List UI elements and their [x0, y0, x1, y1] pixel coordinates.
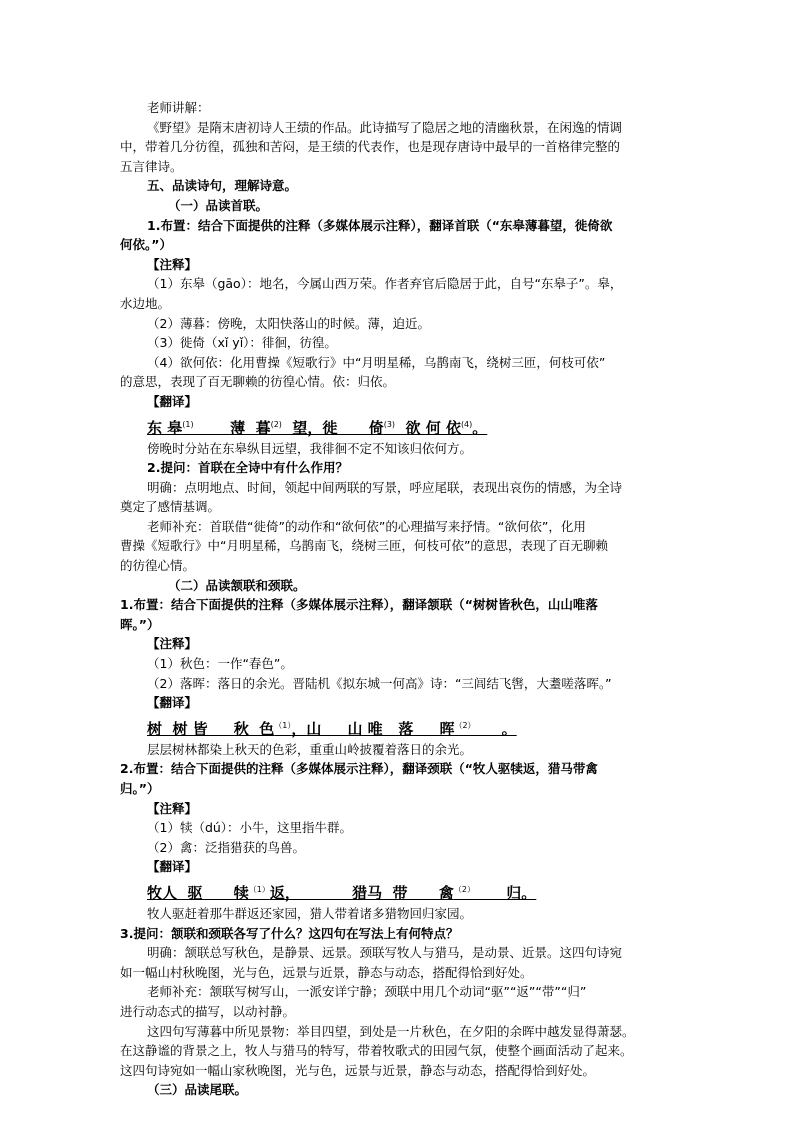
- answer-line: 明确：点明地点、时间，领起中间两联的写景，呼应尾联，表现出哀伤的情感，为全诗: [147, 479, 623, 495]
- note-line: （1）东皋（gāo）：地名，今属山西万荣。作者弃官后隐居于此，自号“东皋子”。皋，: [147, 276, 623, 292]
- translation-line: 傍晚时分站在东皋纵目远望，我徘徊不定不知该归依何方。: [147, 440, 473, 456]
- note-line: （4）欲何依：化用曹操《短歌行》中“月明星稀，乌鹊南飞，绕树三匝，何枝可依”: [147, 354, 606, 370]
- note-line: （2）落晖：落日的余光。晋陆机《拟东城一何高》诗：“三闾结飞辔，大耋嗟落晖。”: [147, 675, 612, 691]
- note-line: （1）秋色：一作“春色”。: [147, 656, 293, 672]
- subsection-heading: （一）品读首联。: [168, 197, 269, 213]
- paragraph-line: 中，带着几分彷徨，孤独和苦闷，是王绩的代表作，也是现存唐诗中最早的一首格律完整的: [120, 139, 621, 155]
- paragraph-line: 《野望》是隋末唐初诗人王绩的作品。此诗描写了隐居之地的清幽秋景，在闲逸的情调: [147, 119, 623, 135]
- translation-heading: 【翻译】: [147, 393, 198, 409]
- translation-line: 牧人驱赶着那牛群返还家园，猎人带着诸多猎物回归家园。: [147, 905, 473, 921]
- question-line: 2.提问：首联在全诗中有什么作用？: [147, 460, 348, 476]
- task-line: 1.布置：结合下面提供的注释（多媒体展示注释），翻译颔联（“树树皆秋色，山山唯落: [120, 597, 598, 613]
- poem-line-2: 树 树 皆 秋 色$^{(1)}$，山 山 唯 落 晖$^{(2)}$ 。: [147, 719, 517, 738]
- task-line: 归。”）: [120, 781, 160, 796]
- subsection-heading: （二）品读颔联和颈联。: [168, 577, 306, 593]
- note-line: （3）徙倚（xǐ yǐ）：徘徊，彷徨。: [147, 335, 337, 351]
- document-page: [120, 98, 680, 1100]
- answer-line: 明确：颔联总写秋色，是静景、远景。颈联写牧人与猎马，是动景、近景。这四句诗宛: [147, 945, 623, 961]
- task-line: 晖。”）: [120, 616, 160, 632]
- section-heading: 五、品读诗句，理解诗意。: [147, 178, 298, 194]
- supplement-line: 老师补充：首联借“徙倚”的动作和“欲何依”的心理描写来抒情。“欲何依”，化用: [147, 518, 586, 534]
- note-line: （2）薄暮：傍晚，太阳快落山的时候。薄，迫近。: [147, 315, 430, 331]
- note-line: （2）禽：泛指猎获的鸟兽。: [147, 839, 305, 855]
- poem-line-3: 牧人 驱 犊$^{(1)}$返， 猎马 带 禽$^{(2)}$ 归。: [147, 883, 537, 902]
- subsection-heading: （三）品读尾联。: [147, 1082, 248, 1098]
- supplement-line: 进行动态式的描写，以动衬静。: [120, 1003, 296, 1019]
- note-line: （1）犊（dú）：小牛，这里指牛群。: [147, 820, 353, 836]
- task-line: 2.布置：结合下面提供的注释（多媒体展示注释），翻译颈联（“牧人驱犊返，猎马带禽: [120, 761, 598, 777]
- teacher-explanation-heading: 老师讲解：: [147, 100, 210, 115]
- paragraph-line: 五言律诗。: [120, 158, 183, 174]
- question-line: 3.提问：颔联和颈联各写了什么？这四句在写法上有何特点？: [120, 925, 459, 941]
- notes-heading: 【注释】: [147, 800, 198, 816]
- task-line: 1.布置：结合下面提供的注释（多媒体展示注释），翻译首联（“东皋薄暮望，徙倚欲: [147, 217, 613, 233]
- note-line: 水边地。: [120, 295, 171, 311]
- supplement-line: 的彷徨心情。: [120, 558, 196, 574]
- answer-line: 如一幅山村秋晚图，光与色，远景与近景，静态与动态，搭配得恰到好处。: [120, 964, 533, 980]
- supplement-line: 曹操《短歌行》中“月明星稀，乌鹊南飞，绕树三匝，何枝可依”的意思，表现了百无聊赖: [120, 538, 608, 554]
- paragraph-line: 在这静谧的背景之上，牧人与猎马的特写，带着牧歌式的田园气氛，使整个画面活动了起来。: [120, 1043, 633, 1059]
- translation-heading: 【翻译】: [147, 859, 198, 875]
- paragraph-line: 这四句写薄暮中所见景物：举目四望，到处是一片秋色，在夕阳的余晖中越发显得萧瑟。: [147, 1023, 635, 1039]
- translation-heading: 【翻译】: [147, 695, 198, 711]
- supplement-line: 老师补充：颔联写树写山，一派安详宁静；颈联中用几个动词“驱”“返”“带”“归”: [147, 984, 587, 1000]
- answer-line: 奠定了感情基调。: [120, 499, 221, 515]
- poem-line-1: 东 皋$^{(1)}$ 薄 暮$^{(2)}$ 望，徙 倚$^{(3)}$ 欲 何 依$^{(4)}$。: [147, 418, 488, 437]
- note-line: 的意思，表现了百无聊赖的彷徨心情。依：归依。: [120, 374, 396, 390]
- translation-line: 层层树林都染上秋天的色彩，重重山岭披覆着落日的余光。: [147, 741, 473, 757]
- paragraph-line: 这四句诗宛如一幅山家秋晚图，光与色，远景与近景，静态与动态，搭配得恰到好处。: [120, 1062, 596, 1078]
- notes-heading: 【注释】: [147, 256, 198, 272]
- task-line: 何依。”）: [120, 237, 172, 253]
- notes-heading: 【注释】: [147, 636, 198, 652]
